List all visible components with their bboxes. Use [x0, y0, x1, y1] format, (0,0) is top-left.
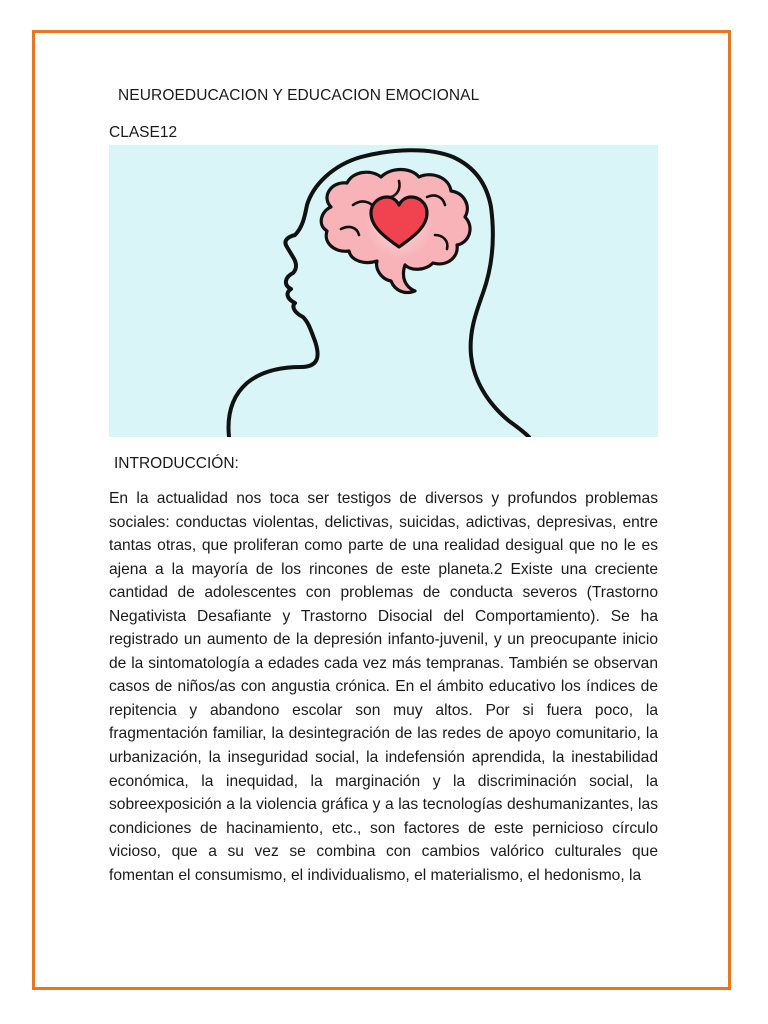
- document-title: NEUROEDUCACION Y EDUCACION EMOCIONAL: [118, 87, 480, 104]
- introduction-paragraph: En la actualidad nos toca ser testigos de diversos y profundos problemas sociales: conductas violentas, delictivas, suicidas, adictivas, depresivas, entre tantas otras, que proliferan como parte de una realidad desigual que no le es ajena a la mayoría de los rincones de este planeta.2 Existe una creciente cantidad de adolescentes con problemas de conducta severos (Trastorno Negativista Desafiante y Trastorno Disocial del Comportamiento). Se ha registrado un aumento de la depresión infanto-juvenil, y un preocupante inicio de la sintomatología a edades cada vez más tempranas. También se observan casos de niños/as con angustia crónica. En el ámbito educativo los índices de repitencia y abandono escolar son muy altos. Por si fuera poco, la fragmentación familiar, la desintegración de las redes de apoyo comunitario, la urbanización, la inseguridad social, la indefensión aprendida, la inestabilidad económica, la inequidad, la marginación y la discriminación social, la sobreexposición a la violencia gráfica y a las tecnologías deshumanizantes, las condiciones de hacinamiento, etc., son factores de este pernicioso círculo vicioso, que a su vez se combina con cambios valórico culturales que fomentan el consumismo, el individualismo, el materialismo, el hedonismo, la: [109, 490, 658, 884]
- class-label: CLASE12: [109, 124, 178, 141]
- head-brain-illustration: [109, 145, 658, 437]
- heart-icon: [365, 191, 433, 259]
- head-brain-heart-icon: [109, 145, 658, 437]
- section-heading: INTRODUCCIÓN:: [114, 455, 239, 472]
